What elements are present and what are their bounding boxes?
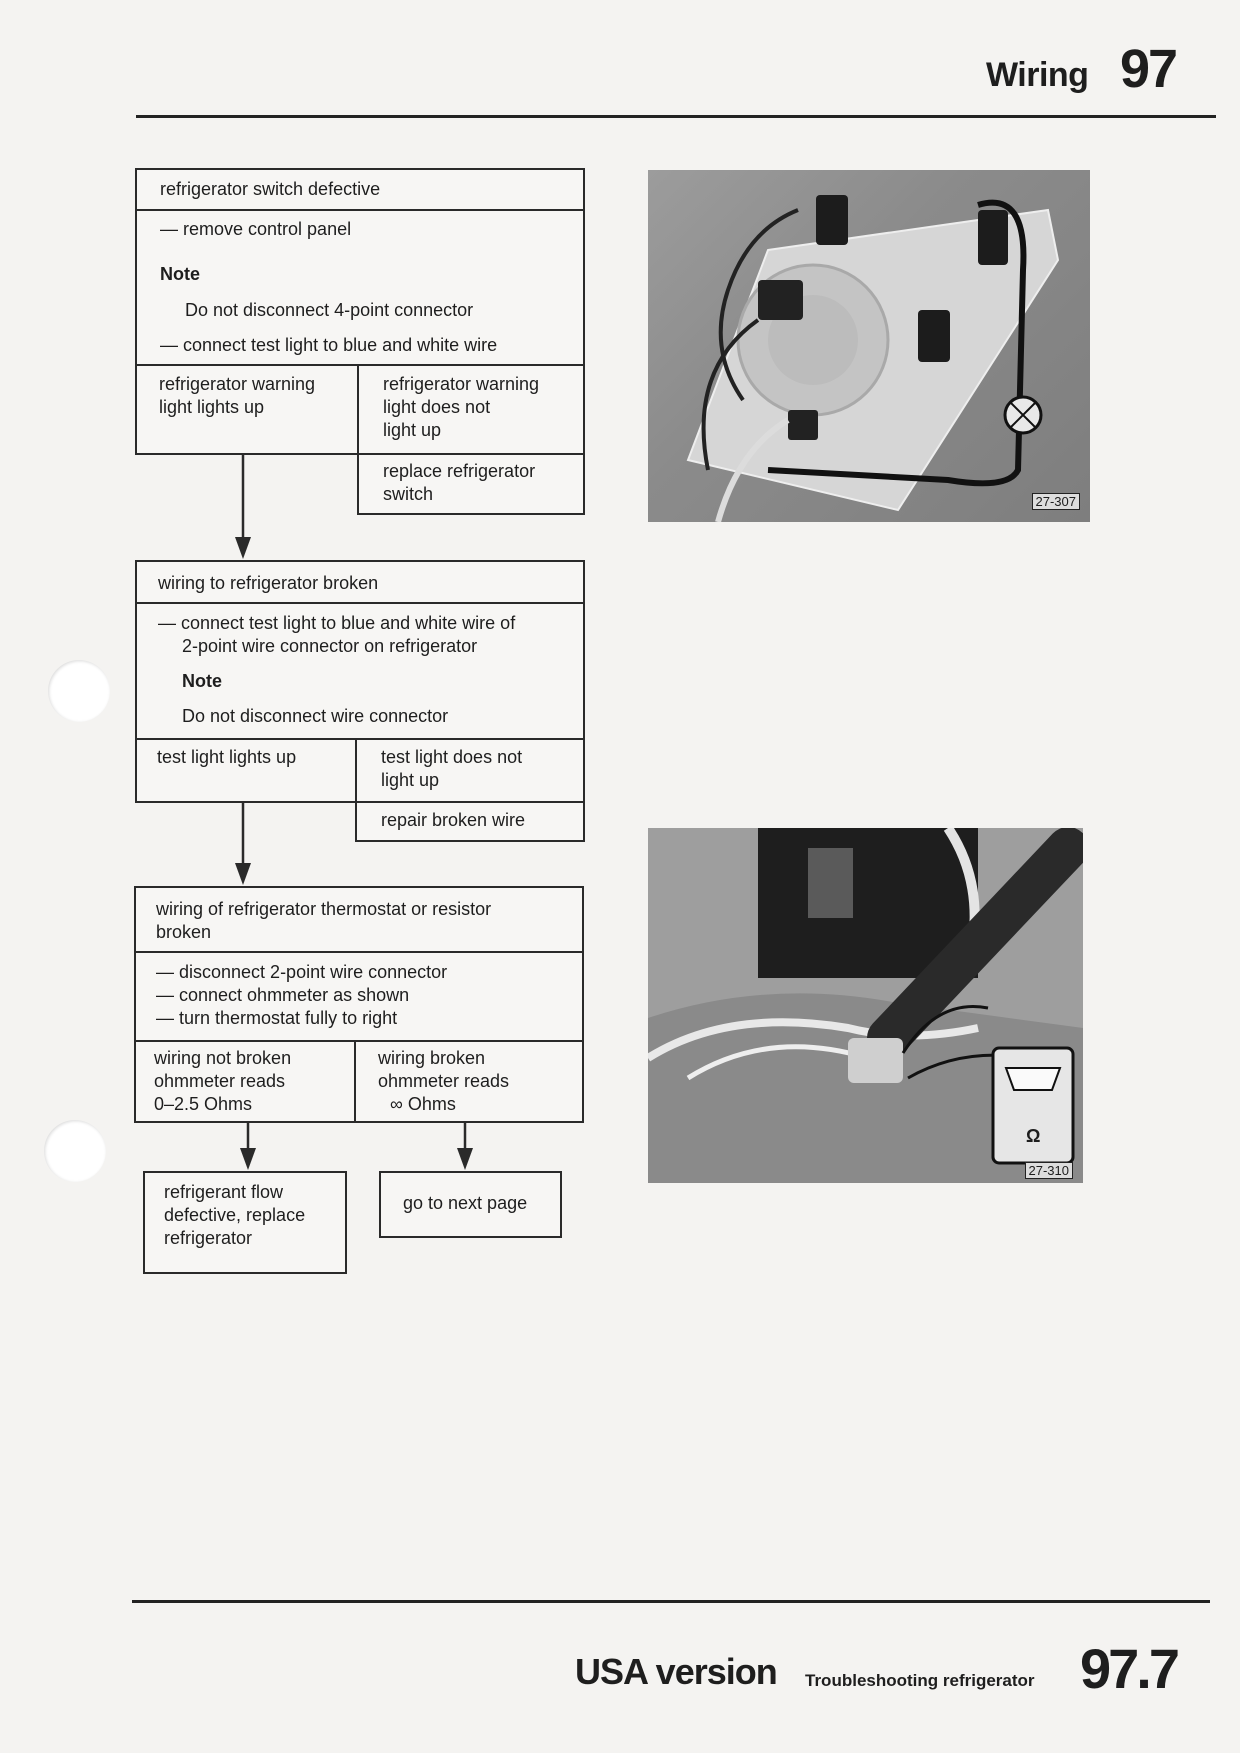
box1-title: refrigerator switch defective [160,179,381,199]
header-page-number: 97 [1120,39,1177,99]
box1-action-line1: replace refrigerator [383,461,536,481]
ohmmeter-illustration [648,828,1083,1183]
footer-version: USA version [575,1651,777,1692]
footer-rule [132,1600,1210,1603]
box3-step1: — disconnect 2-point wire connector [156,962,448,982]
arrow-to-next-page [452,1122,482,1172]
box3-left-line2: ohmmeter reads [154,1071,286,1091]
box2-right-line2: light up [381,770,440,790]
box3-left-line3: 0–2.5 Ohms [154,1094,253,1114]
box3-step3: — turn thermostat fully to right [156,1008,398,1028]
box3-right-line2: ohmmeter reads [378,1071,510,1091]
box3-step2: — connect ohmmeter as shown [156,985,410,1005]
header-rule [136,115,1216,118]
figure-switch-panel-photo [648,170,1090,522]
box3-right-line1: wiring broken [378,1048,486,1068]
box2-step-line2: 2-point wire connector on refrigerator [182,636,478,656]
divider [134,951,584,953]
box2-action: repair broken wire [381,810,526,830]
box2-note-label: Note [182,671,222,691]
figure2-label: 27-310 [1025,1162,1073,1179]
box1-right-line1: refrigerator warning [383,374,540,394]
switch-panel-illustration [648,170,1090,522]
box1-step-remove-panel: — remove control panel [160,219,352,239]
punch-hole-bottom [44,1120,106,1182]
box2-left: test light lights up [157,747,297,767]
box1-note-text: Do not disconnect 4-point connector [185,300,474,320]
box1-note-label: Note [160,264,200,284]
box1-left-line1: refrigerator warning [159,374,316,394]
box2-right-line1: test light does not [381,747,523,767]
figure-ohmmeter-photo [648,828,1083,1183]
result-left-line3: refrigerator [164,1228,253,1248]
box2-title: wiring to refrigerator broken [158,573,379,593]
result-right: go to next page [403,1193,528,1213]
divider [135,602,585,604]
box2-step-line1: — connect test light to blue and white wire of [158,613,516,633]
box1-step-connect-light: — connect test light to blue and white wire [160,335,498,355]
arrow-to-box2 [230,453,260,561]
arrow-to-box3 [230,801,260,887]
box1-right-line2: light does not [383,397,491,417]
box1-right-line3: light up [383,420,442,440]
box3-title-line1: wiring of refrigerator thermostat or resistor [156,899,492,919]
box3-title-line2: broken [156,922,212,942]
box1-action-line2: switch [383,484,434,504]
result-left-line1: refrigerant flow [164,1182,284,1202]
footer-section: Troubleshooting refrigerator [805,1671,1035,1690]
figure1-label: 27-307 [1032,493,1080,510]
box3-right-line3: ∞ Ohms [390,1094,456,1114]
arrow-to-refrigerant-flow [235,1122,265,1172]
result-left-line2: defective, replace [164,1205,306,1225]
punch-hole-top [48,660,110,722]
header-title: Wiring [986,56,1089,94]
ohm-symbol: Ω [1026,1126,1041,1146]
divider [135,209,585,211]
footer-page-number: 97.7 [1080,1637,1177,1700]
box3-left-line1: wiring not broken [154,1048,292,1068]
box2-note-text: Do not disconnect wire connector [182,706,449,726]
box1-left-line2: light lights up [159,397,265,417]
